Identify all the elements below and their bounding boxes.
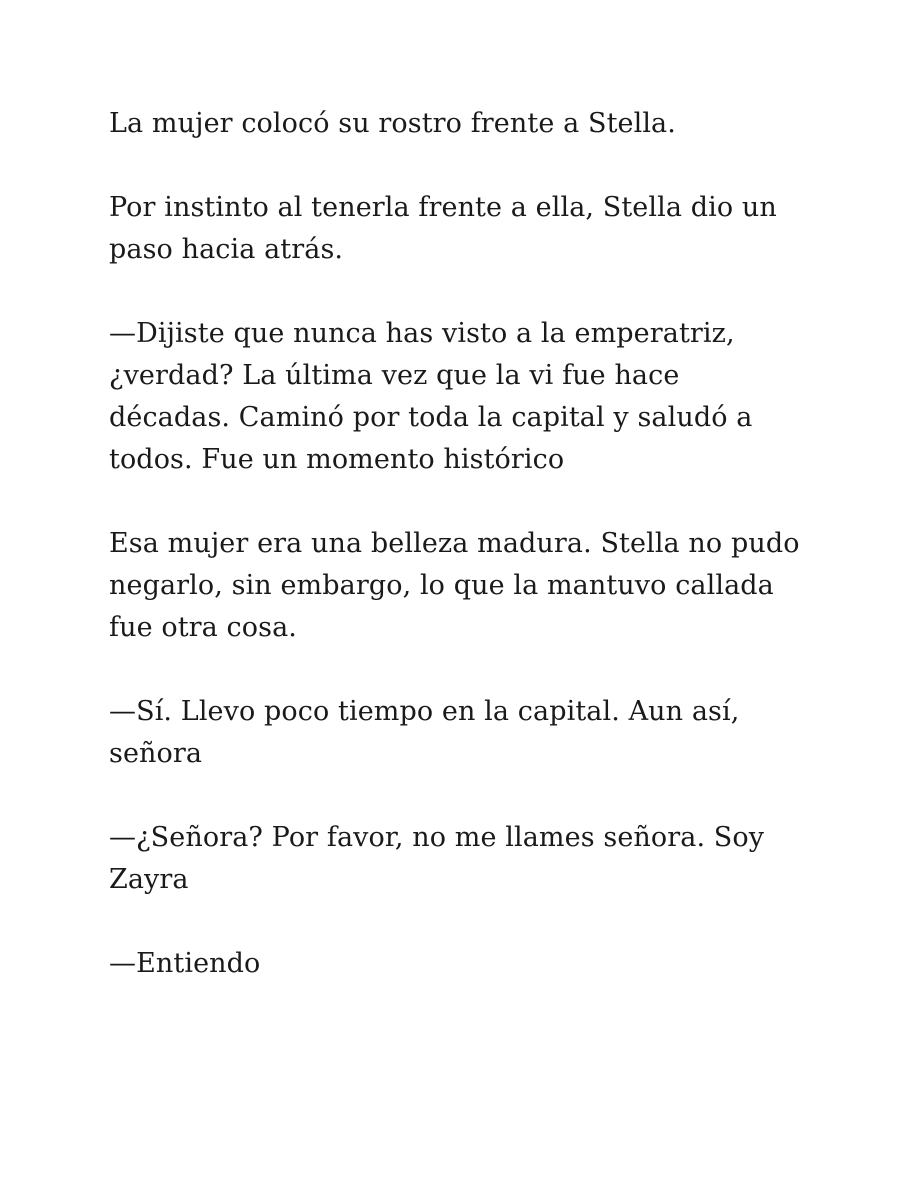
document-body	[109, 103, 809, 985]
paragraph: La mujer colocó su rostro frente a Stella.	[109, 108, 676, 139]
paragraph: Esa mujer era una belleza madura. Stella no pudo negarlo, sin embargo, lo que la mantuvo callada fue otra cosa.	[109, 528, 800, 643]
paragraph: Por instinto al tenerla frente a ella, Stella dio un paso hacia atrás.	[109, 192, 777, 265]
dialogue-paragraph: —¿Señora? Por favor, no me llames señora. Soy Zayra	[109, 822, 765, 895]
dialogue-paragraph: —Sí. Llevo poco tiempo en la capital. Aun así, señora	[109, 696, 740, 769]
dialogue-paragraph: —Dijiste que nunca has visto a la emperatriz, ¿verdad? La última vez que la vi fue hace décadas. Caminó por toda la capital y saludó a todos. Fue un momento histórico	[109, 318, 753, 475]
dialogue-paragraph: —Entiendo	[109, 948, 261, 979]
